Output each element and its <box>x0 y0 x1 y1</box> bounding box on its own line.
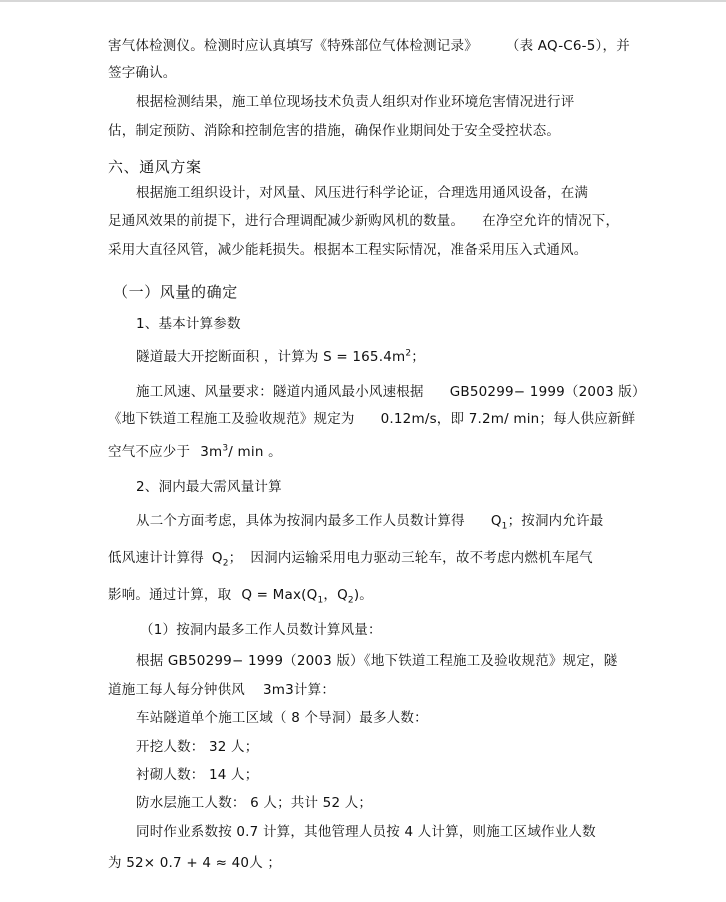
text-line: 车站隧道单个施工区域（ 8 个导洞）最多人数： <box>136 710 428 726</box>
numbered-heading: 1、基本计算参数 <box>136 316 241 332</box>
text-segment: 影响。通过计算，取 <box>108 587 232 603</box>
formula-text: 3m <box>200 444 223 460</box>
text-line: 衬砌人数： 14 人； <box>136 767 259 783</box>
text-segment: 施工风速、风量要求：隧道内通风最小风速根据 <box>136 384 424 400</box>
text-segment: 因洞内运输采用电力驱动三轮车，故不考虑内燃机车尾气 <box>250 550 593 566</box>
formula-text: Q <box>490 513 502 529</box>
page-top-divider <box>0 0 726 2</box>
text-line <box>108 442 282 462</box>
text-line: 签字确认。 <box>108 65 177 81</box>
text-segment: / min 。 <box>228 444 282 460</box>
text-line <box>108 211 619 231</box>
text-line: 根据检测结果，施工单位现场技术负责人组织对作业环境危害情况进行评 <box>136 94 575 110</box>
formula-text: Q = Max(Q <box>241 587 318 603</box>
subscript: 1 <box>317 595 324 606</box>
text-line: 估，制定预防、消除和控制危害的措施，确保作业期间处于安全受控状态。 <box>108 123 561 139</box>
text-line: 防水层施工人数： 6 人；共计 52 人； <box>136 795 373 811</box>
text-segment: 低风速计计算得 <box>108 550 204 566</box>
text-line <box>108 680 335 700</box>
text-segment: )。 <box>353 587 374 603</box>
subscript: 2 <box>347 595 354 606</box>
formula-text: Q <box>211 550 223 566</box>
formula-text: 隧道最大开挖断面积 ，计算为 S = 165.4m <box>136 349 406 365</box>
text-line <box>136 347 425 367</box>
text-line: 同时作业系数按 0.7 计算，其他管理人员按 4 人计算，则施工区域作业人数 <box>136 824 596 840</box>
numbered-heading: 2、洞内最大需风量计算 <box>136 479 282 495</box>
text-segment: 在净空允许的情况下， <box>482 213 620 229</box>
text-segment: 害气体检测仪。检测时应认真填写《特殊部位气体检测记录》 <box>108 38 478 54</box>
text-line <box>108 548 593 568</box>
text-segment: 0.12m/s，即 7.2m/ min；每人供应新鲜 <box>380 411 636 427</box>
text-segment: 《地下铁道工程施工及验收规范》规定为 <box>108 411 355 427</box>
section-heading: 六、通风方案 <box>108 158 202 176</box>
text-line: 根据 GB50299− 1999（2003 版）《地下铁道工程施工及验收规范》规定，隧 <box>136 653 618 669</box>
text-segment: 道施工每人每分钟供风 <box>108 682 245 698</box>
text-segment: 足通风效果的前提下，进行合理调配减少新购风机的数量。 <box>108 213 465 229</box>
text-line: （1）按洞内最多工作人员数计算风量： <box>140 622 382 638</box>
text-segment: ；按洞内允许最 <box>507 513 604 529</box>
text-segment: 空气不应少于 <box>108 444 191 460</box>
formula-text: ，Q <box>323 587 348 603</box>
text-segment: （表 AQ-C6-5），并 <box>505 38 630 54</box>
subsection-heading: （一）风量的确定 <box>113 283 238 301</box>
text-line: 采用大直径风管，减少能耗损失。根据本工程实际情况，准备采用压入式通风。 <box>108 242 588 258</box>
text-line <box>108 585 373 605</box>
text-line: 为 52× 0.7 + 4 ≈ 40人 ； <box>108 855 282 871</box>
subscript: 1 <box>501 521 508 532</box>
text-line <box>136 511 603 531</box>
text-line: 根据施工组织设计，对风量、风压进行科学论证，合理选用通风设备，在满 <box>136 185 589 201</box>
text-line <box>108 409 635 429</box>
text-segment: GB50299− 1999（2003 版） <box>449 384 646 400</box>
text-segment: ； <box>411 349 425 365</box>
text-line: 开挖人数： 32 人； <box>136 739 259 755</box>
text-line <box>136 382 646 402</box>
superscript: 2 <box>405 348 412 359</box>
subscript: 2 <box>222 558 229 569</box>
superscript: 3 <box>222 443 229 454</box>
text-segment: 从二个方面考虑，具体为按洞内最多工作人员数计算得 <box>136 513 465 529</box>
text-segment: ； <box>228 550 243 566</box>
text-segment: 3m3计算： <box>263 682 336 698</box>
text-line <box>108 36 630 56</box>
